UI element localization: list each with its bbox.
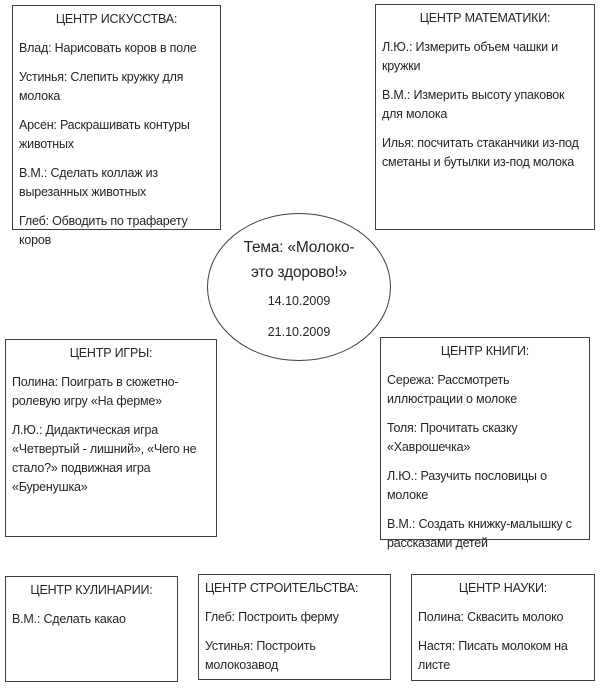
center-building-item: Устинья: Построить молокозавод	[205, 639, 316, 672]
theme-date-end: 21.10.2009	[267, 324, 331, 339]
center-box-cooking	[5, 576, 178, 682]
center-box-building	[198, 574, 391, 680]
theme-title-line1: Тема: «Молоко-	[243, 238, 355, 256]
center-math-item: Илья: посчитать стаканчики из-под сметаны и бутылки из-под молока	[382, 136, 579, 169]
center-box-science	[411, 574, 595, 681]
center-art-title: ЦЕНТР ИСКУССТВА:	[55, 12, 178, 26]
center-box-math	[375, 4, 595, 230]
center-box-games	[5, 339, 217, 537]
center-art-item: Глеб: Обводить по трафарету коров	[19, 214, 188, 247]
center-science-item: Полина: Сквасить молоко	[418, 610, 564, 624]
center-math-item: Л.Ю.: Измерить объем чашки и кружки	[382, 40, 558, 73]
center-art-item: Влад: Нарисовать коров в поле	[19, 41, 197, 55]
center-books-item: В.М.: Создать книжку-малышку с рассказами детей	[387, 517, 572, 550]
center-box-art	[12, 5, 221, 247]
center-building-title: ЦЕНТР СТРОИТЕЛЬСТВА:	[205, 581, 359, 595]
center-cooking-item: В.М.: Сделать какао	[12, 612, 126, 626]
center-art-item: Арсен: Раскрашивать контуры животных	[19, 118, 190, 151]
center-box-books	[380, 337, 590, 550]
center-science-item: Настя: Писать молоком на листе	[418, 639, 568, 672]
center-books-item: Л.Ю.: Разучить пословицы о молоке	[387, 469, 547, 502]
center-building-item: Глеб: Построить ферму	[205, 610, 339, 624]
center-games-title: ЦЕНТР ИГРЫ:	[69, 346, 153, 360]
theme-title-line2: это здорово!»	[250, 263, 348, 281]
center-math-title: ЦЕНТР МАТЕМАТИКИ:	[419, 11, 551, 25]
center-math-item: В.М.: Измерить высоту упаковок для молока	[382, 88, 565, 121]
center-books-item: Толя: Прочитать сказку «Хаврошечка»	[387, 421, 518, 454]
center-art-item: В.М.: Сделать коллаж из вырезанных животных	[19, 166, 158, 199]
center-art-item: Устинья: Слепить кружку для молока	[19, 70, 184, 103]
theme-date-start: 14.10.2009	[267, 293, 331, 308]
center-books-title: ЦЕНТР КНИГИ:	[440, 344, 530, 358]
center-books-item: Сережа: Рассмотреть иллюстрации о молоке	[387, 373, 518, 406]
center-cooking-title: ЦЕНТР КУЛИНАРИИ:	[30, 583, 153, 597]
center-games-item: Полина: Поиграть в сюжетно-ролевую игру «На ферме»	[12, 375, 179, 408]
center-science-title: ЦЕНТР НАУКИ:	[458, 581, 548, 595]
center-games-item: Л.Ю.: Дидактическая игра «Четвертый - лишний», «Чего не стало?» подвижная игра «Буренушка»	[12, 423, 197, 494]
theme-ellipse	[207, 213, 391, 361]
